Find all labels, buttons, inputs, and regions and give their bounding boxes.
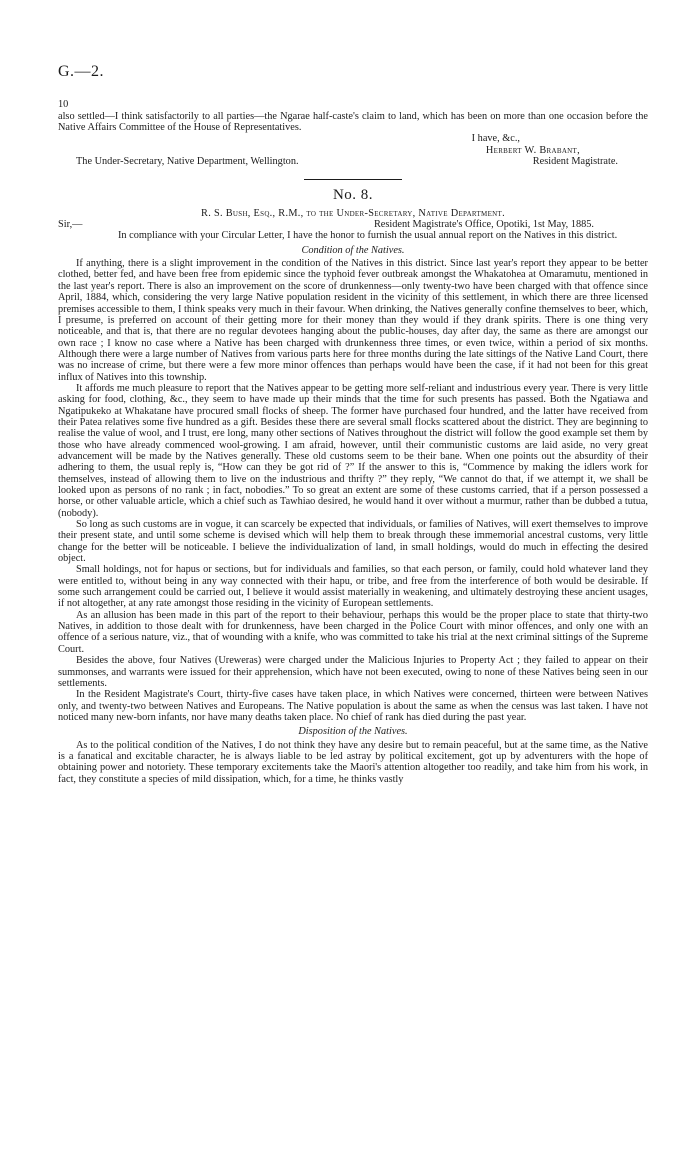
salutation-row <box>58 219 648 230</box>
recipient-address: The Under-Secretary, Native Department, Wellington. <box>76 156 299 168</box>
page-number: 10 <box>58 99 69 111</box>
closing-row <box>58 156 648 167</box>
paragraph: As to the political condition of the Natives, I do not think they have any desire but to remain peaceful, but at the same time, as the Native is a fanatical and excitable character, he is always liable to be led astray by political excitement, got up by adventurers with the hope of obtaining power and notoriety. These temporary excitements take the Maori's attention altogether too readily, and take him from his work, in fact, they constitute a species of mild dissipation, which, for a time, he thinks vastly <box>58 739 648 785</box>
section-divider <box>304 179 402 180</box>
intro-paragraph: In compliance with your Circular Letter, I have the honor to furnish the usual annual report on the Natives in this district. <box>118 230 618 242</box>
letter-number: No. 8. <box>332 187 374 204</box>
paragraph: As an allusion has been made in this part of the report to their behaviour, perhaps this would be the proper place to state that thirty-two Natives, in addition to those dealt with for drunkenness, have been charged in the Police Court with minor offences, and only one with an offence of a serious nature, viz., that of wounding with a knife, who was committed to take his trial at the next criminal sittings of the Supreme Court. <box>58 609 648 655</box>
page-header <box>58 63 648 80</box>
signature-name: Herbert W. Brabant, <box>485 144 580 156</box>
salutation: Sir,— <box>58 219 83 231</box>
paragraph: In the Resident Magistrate's Court, thirty-five cases have taken place, in which Natives were concerned, thirteen were between Natives only, and twenty-two between Natives and Europeans. The Native population is about the same as when the census was last taken. I have not noticed many new-born infants, nor have many deaths taken place. No chief of rank has died during the past year. <box>58 689 648 723</box>
section-heading-disposition: Disposition of the Natives. <box>298 726 408 738</box>
dateline: Resident Magistrate's Office, Opotiki, 1st May, 1885. <box>373 219 594 231</box>
section-heading-condition: Condition of the Natives. <box>301 244 405 256</box>
paragraph: Small holdings, not for hapus or sections, but for individuals and families, so that each person, or family, could hold whatever land they were entitled to, without being in any way connected with their hapu, or tribe, and free from the interference of both would be desirable. If some such arrangement could be carried out, I believe it would assist materially in weakening, and ultimately destroying these ancient usages, if not altogether, at any rate amongst those residing in the vicinity of European settlements. <box>58 564 648 610</box>
previous-letter-text: also settled—I think satisfactorily to all parties—the Ngarae half-caste's claim to land, which has been on more than one occasion before the Native Affairs Committee of the House of Representatives. <box>58 110 648 134</box>
closing-phrase: I have, &c., <box>471 133 520 145</box>
paragraph: Besides the above, four Natives (Ureweras) were charged under the Malicious Injuries to Property Act ; they failed to appear on their summonses, and warrants were issued for their apprehension, which have not been executed, owing to none of these Natives being seen in our settlements. <box>58 655 648 689</box>
paragraph: If anything, there is a slight improvement in the condition of the Natives in this district. Since last year's report they appear to be better clothed, better fed, and have been free from epidemic since the typhoid fever outbreak amongst the Whakatohea at Omaramutu, mentioned in the last year's report. There is also an improvement on the score of drunkenness—only twenty-two have been charged with that offence since April, 1884, which, considering the very large Native population resident in the vicinity of this settlement, in which there are three licensed premises accessible to them, I think speaks very much in their favour. When drinking, the Natives generally confine themselves to beer, which, I presume, is preferred on account of their getting more for their money than they would if they drank spirits. There is one thing very noticeable, and that is, that there are no regular devotees hanging about the public-houses, day after day, the same as there are amongst our own race ; I know no case where a Native has been charged with drunkenness three times, or even twice, within a period of six months. Although there were a large number of Natives from various parts here for three months during the late sittings of the Native Land Court, there was no increase of crime, but there were a few more minor offences than perhaps would have been the case, if it had not been for this great influx of Natives into this township. <box>58 258 648 383</box>
paragraph: It affords me much pleasure to report that the Natives appear to be getting more self-reliant and industrious every year. There is very little asking for food, clothing, &c., they seem to have made up their minds that the time for such presents has passed. Both the Ngatiawa and Ngatipukeko at Whakatane have procured small flocks of sheep. The former have purchased four hundred, and the latter have received from their Patea relatives some five hundred as a gift. Besides these there are several small flocks scattered about the district. They are beginning to realise the value of wool, and I trust, ere long, many other sections of Natives throughout the district will follow the good example set them by those who have already commenced wool-growing. I am afraid, however, until their communistic customs are laid aside, no very great advancement will be made by the Natives generally. These old customs seem to be their bane. When one points out the absurdity of their adhering to them, the usual reply is, “How can they be got rid of ?” If the answer to this is, “Commence by making the idlers work for themselves, instead of allowing them to live on the industrious and thrifty ?” they reply, “We cannot do that, if we attempt it, we shall be looked upon as persons of no rank ; in fact, nobodies.” To so great an extent are some of these customs carried, that if a person possessed a horse, or other valuable article, which a chief such as Tawhiao desired, he would hand it over without a murmur, rather than be dubbed a tutua, (nobody). <box>58 382 648 519</box>
letter-addressee: R. S. Bush, Esq., R.M., to the Under-Secretary, Native Department. <box>201 207 505 219</box>
paragraph: So long as such customs are in vogue, it can scarcely be expected that individuals, or families of Natives, will exert themselves to improve their present state, and until some scheme is devised which will help them to break through these immemorial ancestral customs, very little change for the better will be noticeable. I believe the individualization of land, in small holdings, would do much in effecting the desired object. <box>58 519 648 565</box>
previous-letter-ending <box>58 111 648 168</box>
parliamentary-paper-series: G.—2. <box>58 63 105 80</box>
signature-title: Resident Magistrate. <box>532 156 618 168</box>
